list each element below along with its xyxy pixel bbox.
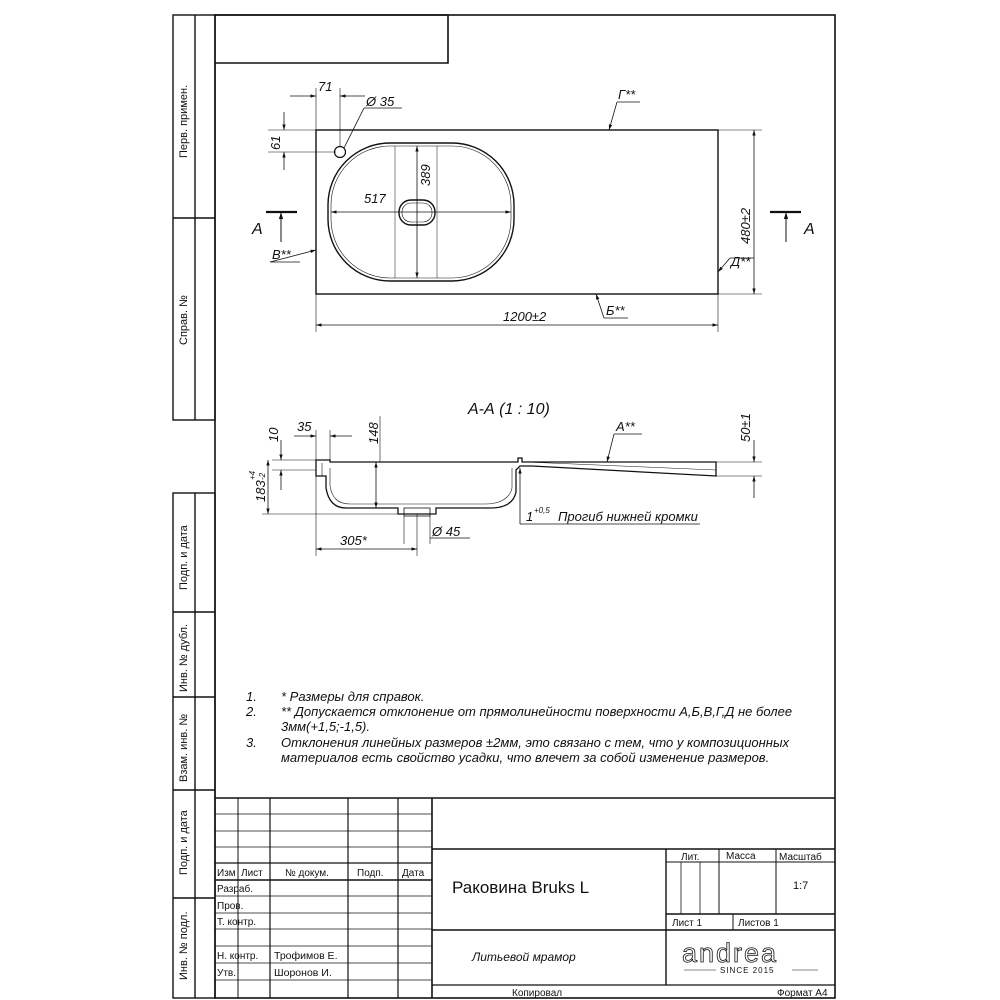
dim-71: 71 xyxy=(318,79,333,94)
stamp-podp-data-1: Подп. и дата xyxy=(178,525,190,590)
section-title: А-А (1 : 10) xyxy=(468,401,550,418)
stamp-perv-primen: Перв. примен. xyxy=(178,84,190,158)
tap-hole xyxy=(335,147,346,158)
dim-1200: 1200±2 xyxy=(503,309,547,324)
note-2-line-2: 3мм(+1,5;-1,5). xyxy=(281,719,371,734)
deflection-tol: +0,5 xyxy=(534,506,550,515)
dim-section-10: 10 xyxy=(266,427,281,442)
label-massa: Масса xyxy=(726,851,756,862)
stamp-inv-dubl: Инв. № дубл. xyxy=(178,623,190,692)
col-data: Дата xyxy=(402,868,425,879)
col-doc: № докум. xyxy=(285,868,329,879)
label-masshtab: Масштаб xyxy=(779,852,822,863)
section-view xyxy=(248,401,762,556)
row-tkontr: Т. контр. xyxy=(217,917,257,928)
dim-diam35: Ø 35 xyxy=(366,94,395,109)
dim-61: 61 xyxy=(268,135,283,150)
col-podp: Подп. xyxy=(357,868,384,879)
note-1-num: 1. xyxy=(246,689,257,704)
dim-section-148: 148 xyxy=(366,422,381,444)
stamp-vzam-inv: Взам. инв. № xyxy=(178,713,190,782)
dim-section-35: 35 xyxy=(297,419,312,434)
svg-text:andrea: andrea xyxy=(682,938,779,968)
row-razrab: Разраб. xyxy=(217,884,254,895)
format: Формат А4 xyxy=(777,988,828,999)
note-3-line-2: материалов есть свойство усадки, что влечет за собой изменение размеров. xyxy=(281,750,770,765)
label-g: Г** xyxy=(618,87,636,102)
material: Литьевой мрамор xyxy=(472,950,576,964)
dim-480: 480±2 xyxy=(738,207,753,244)
sheet-count: Листов 1 xyxy=(738,918,779,929)
andrea-logo xyxy=(682,938,818,975)
utv-name: Шоронов И. xyxy=(274,967,332,979)
dim-section-183-tol-up: +4 xyxy=(248,470,257,480)
notes-block xyxy=(246,689,816,769)
plan-view xyxy=(251,79,815,332)
dim-section-183-tol-dn: -2 xyxy=(258,472,267,480)
label-lit: Лит. xyxy=(681,852,700,863)
col-izm: Изм xyxy=(217,868,236,879)
dim-section-183: 183 xyxy=(253,480,268,502)
scale-value: 1:7 xyxy=(793,880,809,892)
deflection-value: 1 xyxy=(526,509,534,524)
label-d: Д** xyxy=(731,254,751,269)
stamp-sprav-no: Справ. № xyxy=(178,295,190,345)
stamp-podp-data-2: Подп. и дата xyxy=(178,810,190,875)
note-1-line-1: * Размеры для справок. xyxy=(281,689,425,704)
note-3-line-1: Отклонения линейных размеров ±2мм, это связано с тем, что у композиционных xyxy=(281,735,790,750)
nkontr-name: Трофимов Е. xyxy=(274,950,338,962)
dim-section-50: 50±1 xyxy=(738,413,753,442)
left-stamp-upper xyxy=(173,15,215,420)
section-marker-right: А xyxy=(804,221,815,238)
section-marker-left: А xyxy=(252,221,263,238)
note-3-num: 3. xyxy=(246,735,257,750)
label-v: В** xyxy=(272,247,291,262)
deflection-text: Прогиб нижней кромки xyxy=(558,509,698,524)
row-nkontr: Н. контр. xyxy=(217,951,259,962)
row-prov: Пров. xyxy=(217,901,244,912)
stamp-inv-podl: Инв. № подл. xyxy=(178,911,190,980)
row-utv: Утв. xyxy=(217,968,237,979)
label-section-a: А** xyxy=(616,419,635,434)
label-b: Б** xyxy=(606,303,625,318)
dim-section-305: 305* xyxy=(340,533,367,548)
sheet-number: Лист 1 xyxy=(672,918,703,929)
svg-text:SINCE 2015: SINCE 2015 xyxy=(720,966,775,975)
note-2-line-1: ** Допускается отклонение от прямолинейности поверхности А,Б,В,Г,Д не более xyxy=(281,704,793,719)
dim-section-diam45: Ø 45 xyxy=(432,524,461,539)
product-name: Раковина Bruks L xyxy=(452,878,590,897)
dim-517: 517 xyxy=(364,191,386,206)
dim-389: 389 xyxy=(418,164,433,186)
col-list: Лист xyxy=(241,868,263,879)
note-2-num: 2. xyxy=(246,704,257,719)
kopiroval: Копировал xyxy=(512,988,563,999)
